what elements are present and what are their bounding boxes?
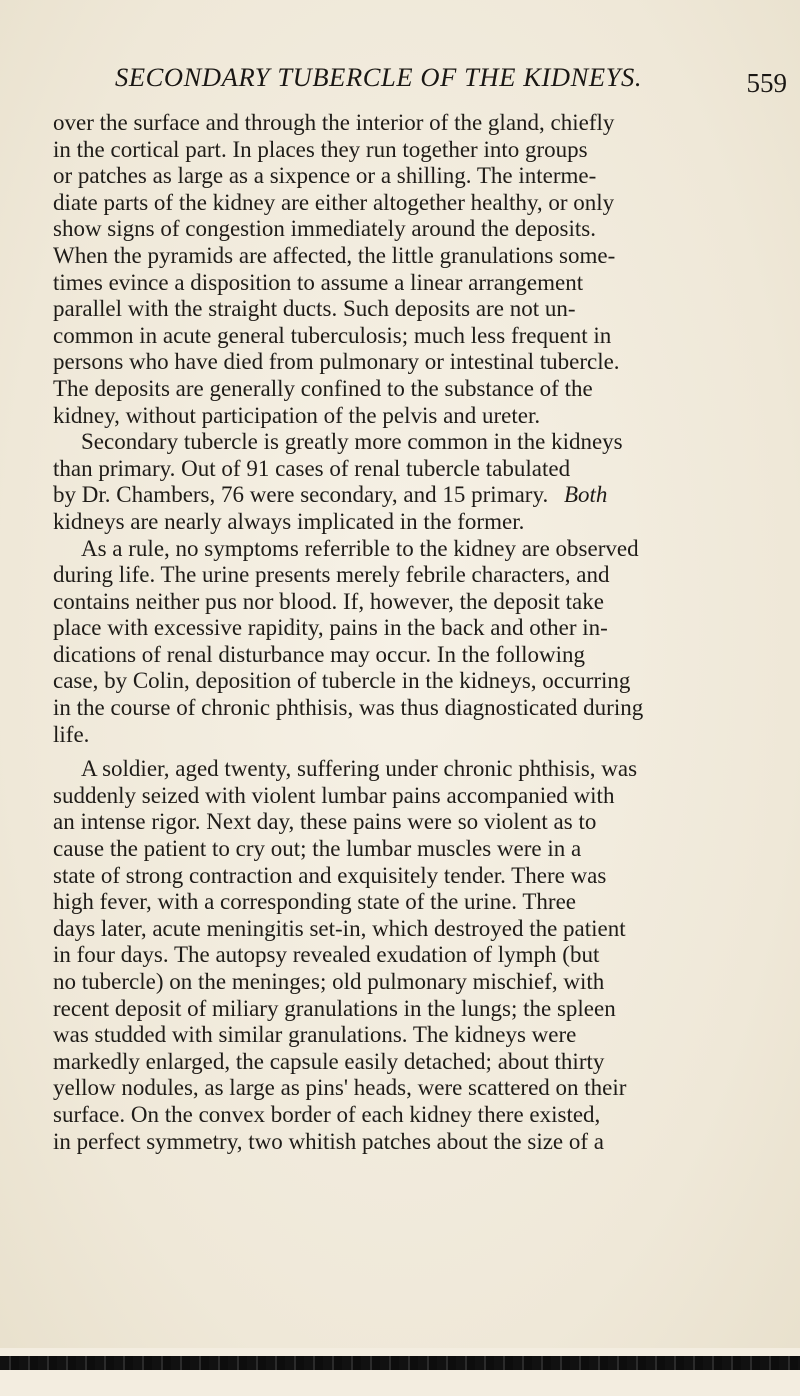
text-line: parallel with the straight ducts. Such deposits are not un- [53, 296, 576, 322]
text-line: than primary. Out of 91 cases of renal tubercle tabulated [53, 455, 571, 481]
text-line: in the cortical part. In places they run together into groups [53, 136, 588, 162]
text-line-part: by Dr. Chambers, 76 were secondary, and 15 primary. [53, 482, 549, 508]
text-line: surface. On the convex border of each kidney there existed, [53, 1101, 601, 1127]
text-line [53, 482, 789, 509]
text-line: times evince a disposition to assume a linear arrangement [53, 269, 584, 295]
text-line: dications of renal disturbance may occur. In the following [53, 641, 586, 667]
text-line: life. [53, 721, 90, 747]
text-line: Secondary tubercle is greatly more common in the kidneys [81, 429, 623, 455]
emphasis-both: Both [563, 482, 608, 508]
text-line: in four days. The autopsy revealed exudation of lymph (but [53, 942, 600, 968]
text-line: cause the patient to cry out; the lumbar muscles were in a [53, 836, 582, 862]
text-line: days later, acute meningitis set-in, which destroyed the patient [53, 915, 626, 941]
text-line: diate parts of the kidney are either altogether healthy, or only [53, 189, 615, 215]
text-line: common in acute general tuberculosis; much less frequent in [53, 322, 612, 348]
text-line: show signs of congestion immediately around the deposits. [53, 216, 596, 242]
text-line: When the pyramids are affected, the little granulations some- [53, 242, 616, 268]
scan-edge-bar [0, 1356, 800, 1370]
text-line: or patches as large as a sixpence or a shilling. The interme- [53, 163, 597, 189]
text-line: case, by Colin, deposition of tubercle in the kidneys, occurring [53, 668, 631, 694]
page-number: 559 [746, 68, 787, 98]
text-line: in perfect symmetry, two whitish patches about the size of a [53, 1128, 604, 1154]
text-line: place with excessive rapidity, pains in the back and other in- [53, 615, 608, 641]
text-line: contains neither pus nor blood. If, however, the deposit take [53, 588, 604, 614]
text-line: A soldier, aged twenty, suffering under chronic phthisis, was [81, 756, 638, 782]
page-header [115, 62, 787, 102]
running-head: SECONDARY TUBERCLE OF THE KIDNEYS. [115, 62, 643, 92]
text-line: kidneys are nearly always implicated in the former. [53, 508, 525, 534]
text-line: in the course of chronic phthisis, was thus diagnosticated during [53, 695, 644, 721]
text-line: an intense rigor. Next day, these pains were so violent as to [53, 809, 597, 835]
text-line: yellow nodules, as large as pins' heads, were scattered on their [53, 1075, 627, 1101]
text-line: markedly enlarged, the capsule easily detached; about thirty [53, 1048, 605, 1074]
text-line: high fever, with a corresponding state of the urine. Three [53, 889, 577, 915]
text-line: kidney, without participation of the pelvis and ureter. [53, 402, 541, 428]
text-line: no tubercle) on the meninges; old pulmonary mischief, with [53, 969, 605, 994]
text-line: As a rule, no symptoms referrible to the kidney are observed [81, 535, 639, 561]
text-line: state of strong contraction and exquisitely tender. There was [53, 862, 607, 888]
text-line: persons who have died from pulmonary or intestinal tubercle. [53, 349, 620, 375]
text-line: recent deposit of miliary granulations in the lungs; the spleen [53, 995, 616, 1021]
text-line: over the surface and through the interior of the gland, chiefly [53, 110, 615, 135]
body-text [53, 110, 789, 1155]
text-line: was studded with similar granulations. The kidneys were [53, 1022, 577, 1048]
text-line: during life. The urine presents merely febrile characters, and [53, 562, 610, 588]
text-line: suddenly seized with violent lumbar pains accompanied with [53, 782, 615, 808]
text-line: The deposits are generally confined to the substance of the [53, 375, 593, 401]
